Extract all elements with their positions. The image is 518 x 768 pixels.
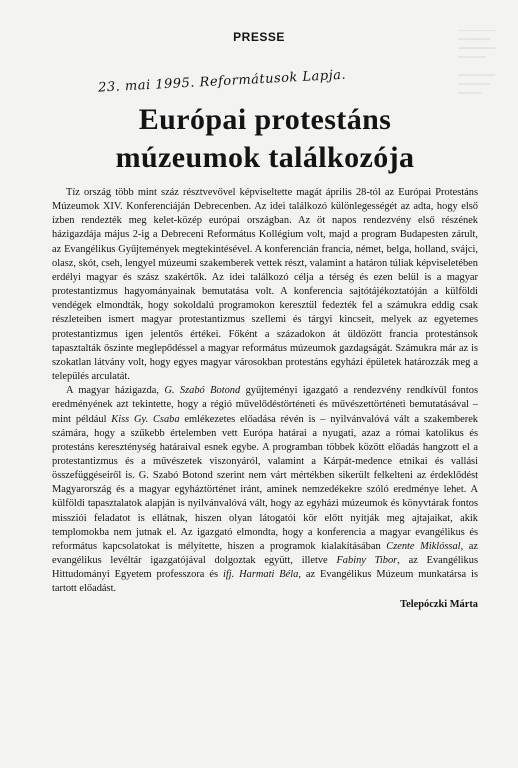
paragraph-1: Tíz ország több mint száz résztvevővel képviseltette magát április 28-tól az Európai Protestáns Múzeumok XIV. Konferenciáján Debrecenben. Az idei találkozó különlegességét az adta, hogy első ízben rendezték meg kelet-közép európai országban. Az öt napos rendezvény első részének házigazdája május 2-ig a Debreceni Református Kollégium volt, majd a program Budapesten zárult, az Evangélikus Gyűjtemények megtekintésével. A konferencián francia, német, belga, holland, svájci, olasz, skót, cseh, lengyel múzeumi szakemberek vettek részt, valamint a határon túliak képviseletében erdélyi magyar és szász szakértők. Az idei találkozó célja a térség és ezen belül is a magyar protestantizmus hagyományainak bemutatása volt. A konferencia sajtótájékoztatóján a külföldi vendégek elmondták, hogy sokoldalú programokon keresztül fedezték fel a számukra eddig csak részleteiben ismert magyar protestantizmus szellemi és tárgyi kincseit, melyek az egyetemes protestantizmus igen jelentős értékei. Főként a századokon át üldözött francia protestánsok tapasztalták őszinte meglepődéssel a magyar református múzeumok gazdagságát. Számukra már az is szokatlan látvány volt, hogy egyes magyar városokban protestáns egyházi épületek határozzák meg a település arculatát. <box>52 187 478 383</box>
person-name: Kiss Gy. Csaba <box>111 413 180 425</box>
author-byline: Telepóczki Márta <box>400 598 478 610</box>
person-name: Czente Miklóssal <box>386 540 461 552</box>
p2-text: A magyar házigazda, <box>66 385 165 397</box>
article-title <box>50 101 480 177</box>
p2-text: , az Evangélikus Múzeum munkatársa is tartott előadást. <box>52 569 478 595</box>
p2-text: emlékezetes előadása révén is – nyilvánvalóvá vált a szakemberek számára, hogy a szűkebb értelemben vett Európa határai a nyugati, azaz a római katolikus és protestáns kereszténység határaival esnek egybe. A programban többek között előadás hangzott el a protestantizmus és a művészetek viszonyáról, valamint a Kárpát-medence etnikai és vallási összefüggéseiről is. G. Szabó Botond szerint nem várt mértékben sikerült felkelteni az érdeklődést Magyarország és a magyar egyháztörténet iránt, aminek nemzedékekre szóló eredménye lehet. A külföldi tapasztalatok alapján is nyilvánvalóvá vált, hogy az egyházi múzeumok és könyvtárak fontos missziói feladatot is ellátnak, hiszen olyan látogatói kör előtt nyitják meg ajtajaikat, akik templomokba nem jutnak el. Az igazgató elmondta, hogy a konferencia a magyar evangélikus és református kapcsolatokat is mélyítette, hiszen a programok kialakításában <box>52 413 478 552</box>
p2-text: , az Evangélikus Hittudományi Egyetem professzora és <box>52 555 478 581</box>
press-header: PRESSE <box>233 30 285 44</box>
p2-text: , az evangélikus levéltár igazgatójával dolgoztak együtt, illetve <box>52 540 478 567</box>
person-name: Fabiny Tibor <box>336 555 398 567</box>
p2-text: gyűjteményi igazgató a rendezvény rendkívül fontos eredményének azt tekintette, hogy a régió művelődéstörténeti és művészettörténeti bemutatásával – mint például <box>52 385 478 425</box>
person-name: ifj. Harmati Béla <box>222 569 299 581</box>
paragraph-2 <box>52 384 478 596</box>
title-line-2: múzeumok találkozója <box>115 141 415 174</box>
person-name: G. Szabó Botond <box>164 385 241 397</box>
title-line-1: Európai protestáns <box>138 103 392 136</box>
article-body <box>52 186 478 612</box>
handwritten-annotation: 23. mai 1995. Reformátusok Lapja. <box>97 67 347 96</box>
show-through-background: ▔▔▔▔▔▔▔▔ ▔▔▔▔▔▔▔ ▔▔▔▔▔▔▔▔ ▔▔▔▔▔▔ ▔▔▔▔▔▔▔▔ ▔▔▔▔▔▔▔ ▔▔▔▔▔ <box>458 31 495 100</box>
